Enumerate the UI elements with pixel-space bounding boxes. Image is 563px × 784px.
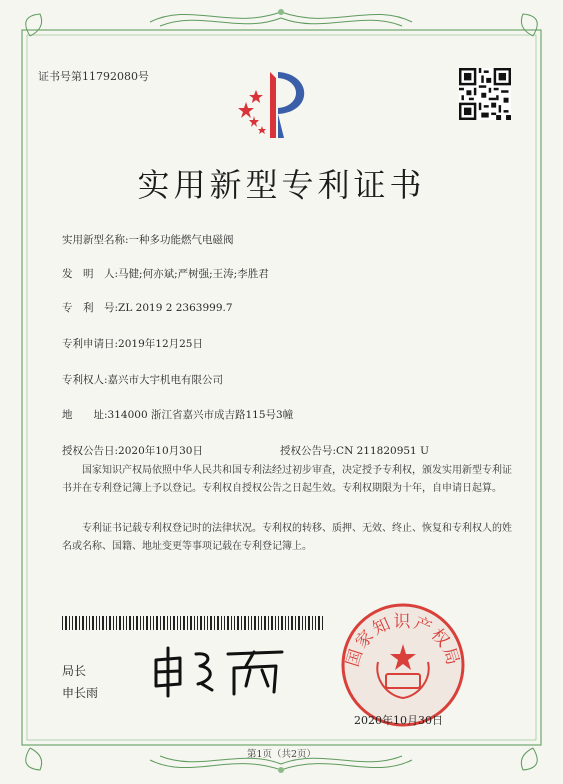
director-name: 申长雨 — [62, 686, 99, 700]
inventor-value: 马健;何亦斌;严树强;王涛;李胜君 — [118, 268, 269, 280]
body-paragraph-1: 国家知识产权局依照中华人民共和国专利法经过初步审查，决定授予专利权，颁发实用新型专利证书并在专利登记簿上予以登记。专利权自授权公告之日起生效。专利权期限为十年，自申请日起算。 — [62, 465, 512, 494]
name-value: 一种多功能燃气电磁阀 — [128, 234, 234, 246]
inventor-label: 发 明 人: — [62, 268, 119, 280]
grant-date-label: 授权公告日: — [62, 445, 119, 457]
field-patentee — [62, 372, 223, 387]
director-title: 局长 — [62, 664, 87, 678]
svg-text:国家知识产权局: 国家知识产权局 — [342, 612, 464, 670]
field-name — [62, 232, 234, 247]
filing-date-label: 专利申请日: — [62, 338, 119, 350]
patent-office-logo — [232, 68, 322, 148]
patent-number-value: ZL 2019 2 2363999.7 — [118, 302, 233, 314]
field-inventor — [62, 266, 269, 281]
barcode — [62, 616, 324, 630]
patent-number-label: 专 利 号: — [62, 302, 119, 314]
grant-date-value: 2020年10月30日 — [118, 445, 203, 457]
address-label: 地 址: — [62, 409, 108, 421]
page-number: 第1页（共2页） — [246, 749, 317, 760]
seal-date: 2020年10月30日 — [354, 714, 443, 727]
official-seal — [338, 600, 468, 730]
certificate-title: 实用新型专利证书 — [137, 166, 426, 204]
patentee-value: 嘉兴市大宇机电有限公司 — [107, 374, 224, 386]
handwritten-signature — [150, 640, 290, 700]
field-patent-number — [62, 300, 233, 315]
body-paragraph-2: 专利证书记载专利权登记时的法律状况。专利权的转移、质押、无效、终止、恢复和专利权人的姓名或名称、国籍、地址变更等事项记载在专利登记簿上。 — [62, 523, 512, 552]
field-filing-date — [62, 336, 203, 351]
name-label: 实用新型名称: — [62, 234, 129, 246]
patentee-label: 专利权人: — [62, 374, 108, 386]
grant-number-value: CN 211820951 U — [336, 445, 429, 457]
field-grant-date — [62, 443, 203, 458]
filing-date-value: 2019年12月25日 — [118, 338, 203, 350]
qr-code — [459, 68, 511, 120]
address-value: 314000 浙江省嘉兴市成吉路115号3幢 — [107, 409, 294, 421]
grant-number-label: 授权公告号: — [280, 445, 337, 457]
field-grant-number — [280, 443, 429, 458]
field-address — [62, 407, 293, 422]
certificate-number: 证书号第11792080号 — [38, 70, 149, 83]
